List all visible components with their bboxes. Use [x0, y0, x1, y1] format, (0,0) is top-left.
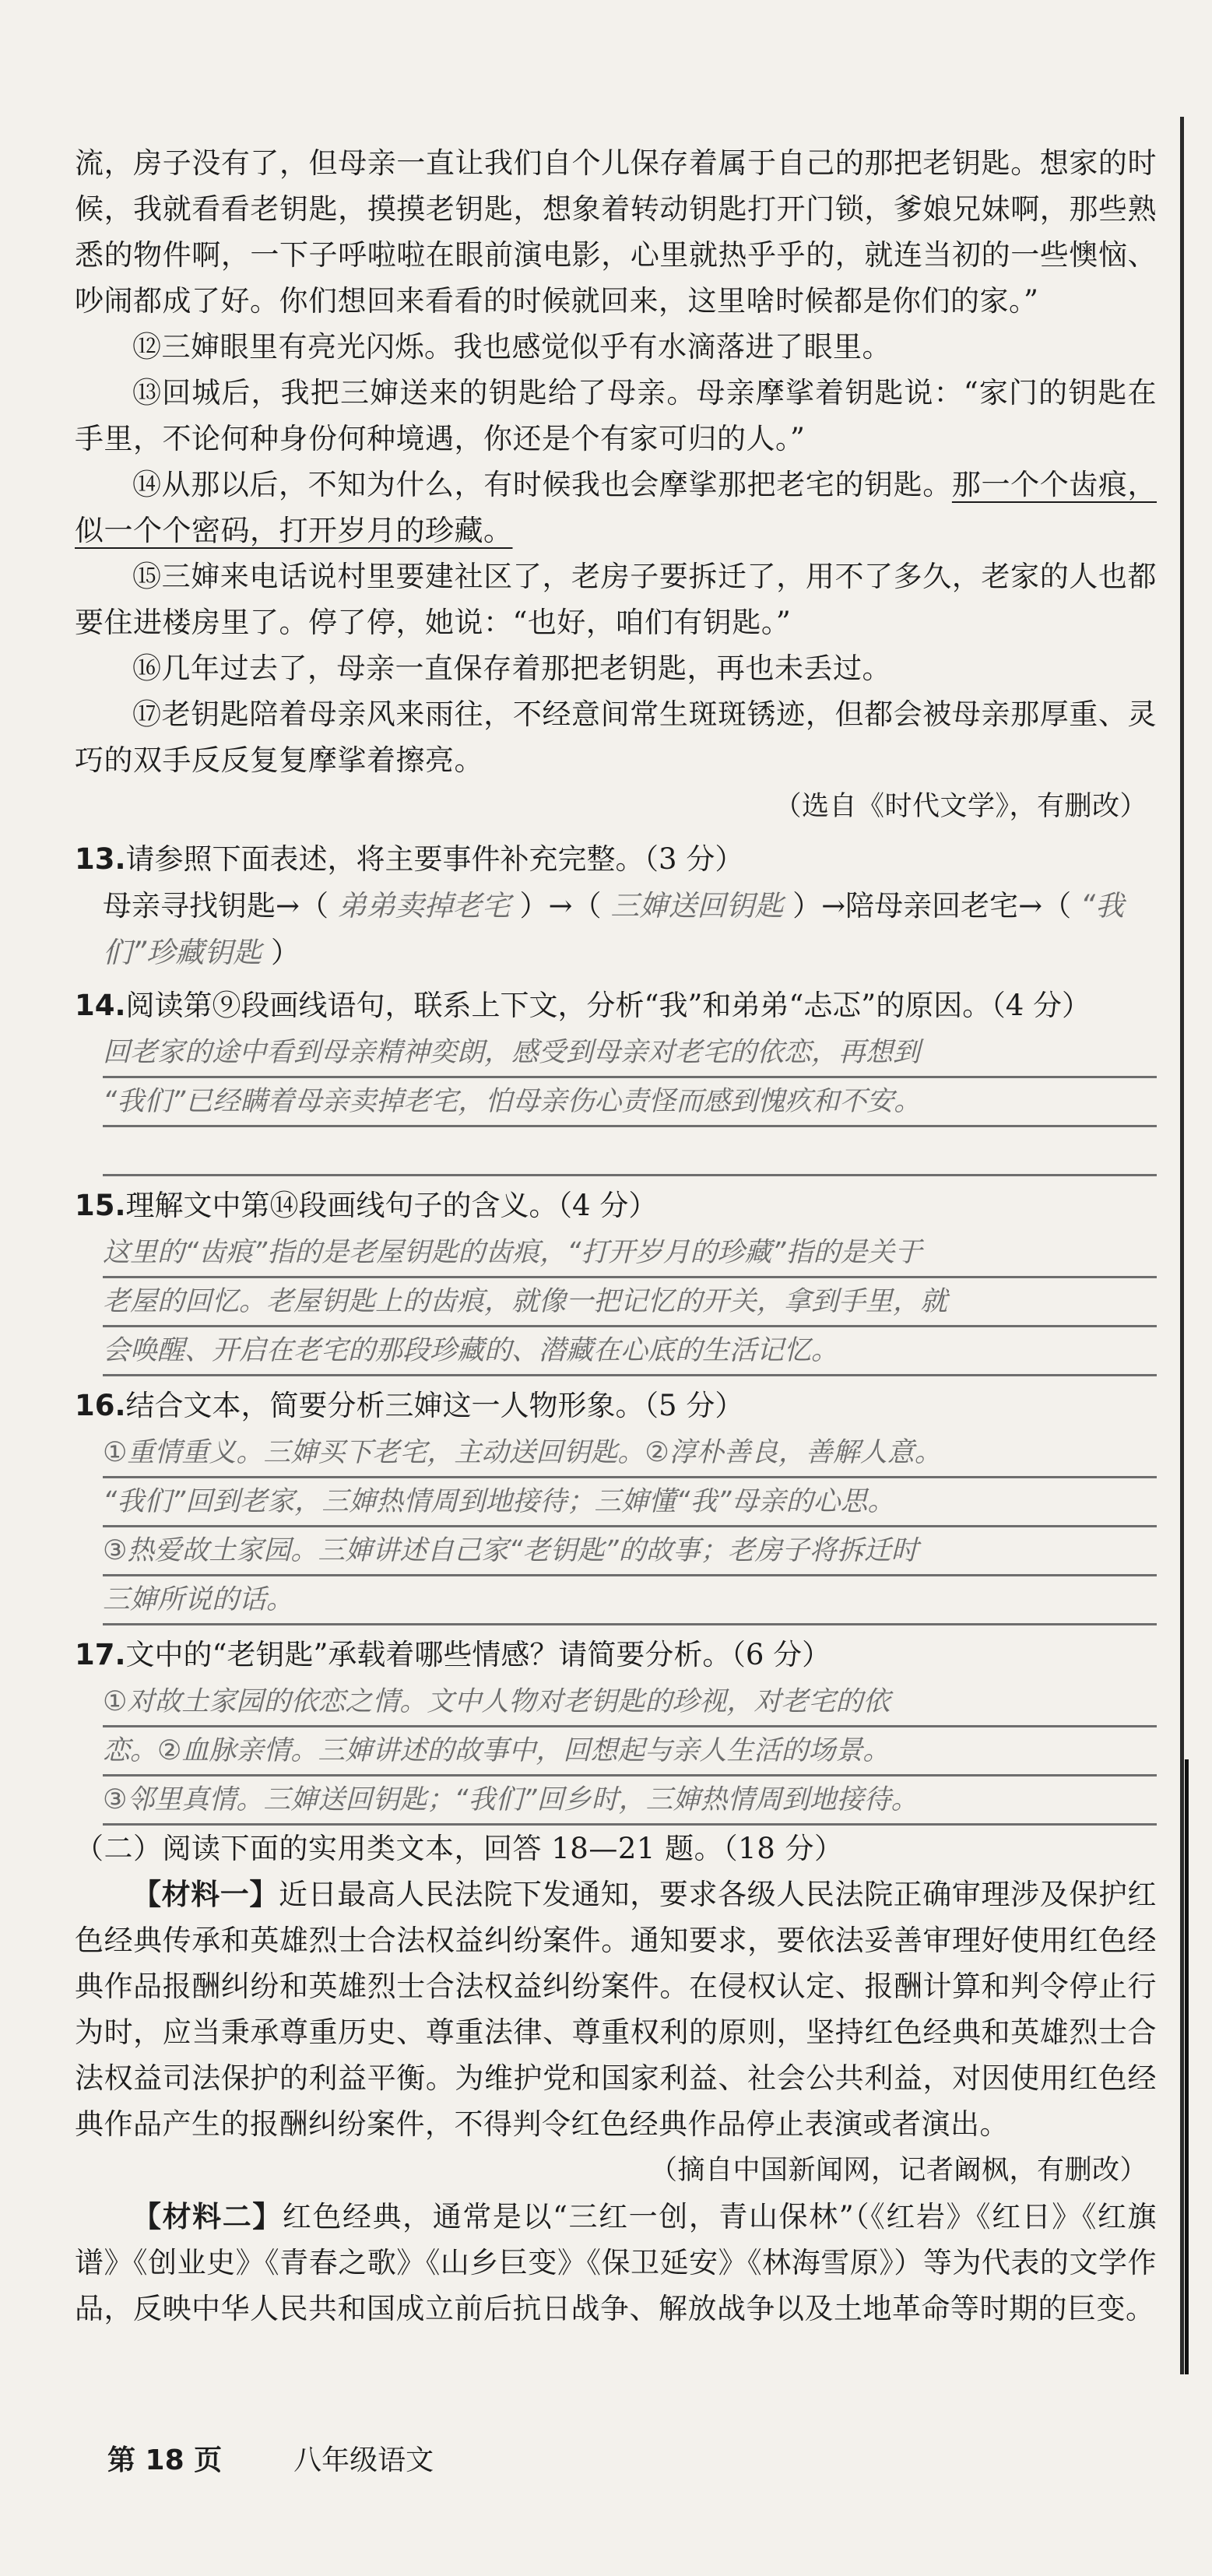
flow-text: ） — [270, 936, 300, 969]
answer-line: ③热爱故土家园。三婶讲述自己家“老钥匙”的故事；老房子将拆迁时 — [103, 1527, 1157, 1576]
answer-fill-1: 弟弟卖掉老宅 — [337, 889, 511, 923]
answer-line: ①对故土家园的依恋之情。文中人物对老钥匙的珍视，对老宅的依 — [103, 1678, 1157, 1727]
answer-line: “我们”回到老家，三婶热情周到地接待；三婶懂“我”母亲的心思。 — [103, 1478, 1157, 1527]
passage-paragraph-14 — [75, 462, 1157, 554]
blank-answer-line — [103, 1127, 1157, 1176]
material-2-text: 红色经典，通常是以“三红一创，青山保林”（《红岩》《红日》《红旗谱》《创业史》《青春之歌》《山乡巨变》《保卫延安》《林海雪原》）等为代表的文学作品，反映中华人民共和国成立前后抗日战争、解放战争以及土地革命等时期的巨变。 — [75, 2200, 1157, 2325]
question-number: 14. — [75, 989, 126, 1022]
question-text: 阅读第⑨段画线语句，联系上下文，分析“我”和弟弟“忐忑”的原因。（4 分） — [125, 989, 1091, 1022]
question-13 — [75, 836, 1157, 883]
question-15-answer — [75, 1229, 1157, 1376]
material-2-label: 【材料二】 — [132, 2199, 283, 2233]
answer-fill-3: “我们”珍藏钥匙 — [103, 889, 1125, 969]
question-16 — [75, 1383, 1157, 1429]
answer-line: ③邻里真情。三婶送回钥匙；“我们”回乡时，三婶热情周到地接待。 — [103, 1776, 1157, 1826]
answer-line: ①重情重义。三婶买下老宅，主动送回钥匙。②淳朴善良，善解人意。 — [103, 1429, 1157, 1478]
right-margin-rule — [1180, 117, 1184, 2374]
answer-line: 这里的“齿痕”指的是老屋钥匙的齿痕，“打开岁月的珍藏”指的是关于 — [103, 1229, 1157, 1278]
question-15 — [75, 1183, 1157, 1229]
page-footer — [107, 2438, 434, 2478]
question-17 — [75, 1632, 1157, 1678]
passage-paragraph-17: ⑰老钥匙陪着母亲风来雨往，不经意间常生斑斑锈迹，但都会被母亲那厚重、灵巧的双手反反复复摩挲着擦亮。 — [75, 698, 1157, 777]
page-content — [75, 140, 1157, 2332]
answer-line: “我们”已经瞒着母亲卖掉老宅，怕母亲伤心责怪而感到愧疚和不安。 — [103, 1078, 1157, 1127]
passage-paragraph-12: ⑫三婶眼里有亮光闪烁。我也感觉似乎有水滴落进了眼里。 — [132, 330, 891, 364]
answer-line: 老屋的回忆。老屋钥匙上的齿痕，就像一把记忆的开关，拿到手里，就 — [103, 1278, 1157, 1327]
paragraph-14-underlined-sentence: 那一个个齿痕，似一个个密码，打开岁月的珍藏。 — [75, 468, 1158, 547]
question-14 — [75, 982, 1157, 1029]
question-16-answer — [75, 1429, 1157, 1625]
question-17-answer — [75, 1678, 1157, 1826]
question-14-answer — [75, 1029, 1157, 1127]
material-1-text: 近日最高人民法院下发通知，要求各级人民法院正确审理涉及保护红色经典传承和英雄烈士合法权益纠纷案件。通知要求，要依法妥善审理好使用红色经典作品报酬纠纷和英雄烈士合法权益纠纷案件。在侵权认定、报酬计算和判令停止行为时，应当秉承尊重历史、尊重法律、尊重权利的原则，坚持红色经典和英雄烈士合法权益司法保护的利益平衡。为维护党和国家利益、社会公共利益，对因使用红色经典作品产生的报酬纠纷案件，不得判令红色经典作品停止表演或者演出。 — [75, 1878, 1157, 2141]
material-1-label: 【材料一】 — [132, 1877, 279, 1911]
paragraph-14-text: ⑭从那以后，不知为什么，有时候我也会摩挲那把老宅的钥匙。 — [132, 468, 952, 501]
flow-text: 母亲寻找钥匙→（ — [103, 889, 329, 923]
passage-source: （选自《时代文学》，有删改） — [774, 791, 1147, 822]
question-number: 15. — [75, 1189, 126, 1222]
question-text: 理解文中第⑭段画线句子的含义。（4 分） — [125, 1189, 658, 1222]
question-text: 结合文本，简要分析三婶这一人物形象。（5 分） — [125, 1389, 744, 1422]
question-number: 16. — [75, 1389, 126, 1422]
page-number: 第 18 页 — [107, 2444, 223, 2476]
right-margin-rule-bold — [1185, 1759, 1189, 2374]
section-2-heading: （二）阅读下面的实用类文本，回答 18—21 题。（18 分） — [75, 1832, 844, 1865]
passage-paragraph-15: ⑮三婶来电话说村里要建社区了，老房子要拆迁了，用不了多久，老家的人也都要住进楼房里了。停了停，她说：“也好，咱们有钥匙。” — [75, 560, 1157, 639]
material-2 — [75, 2194, 1157, 2332]
grade-subject: 八年级语文 — [293, 2444, 434, 2476]
answer-line: 恋。②血脉亲情。三婶讲述的故事中，回想起与亲人生活的场景。 — [103, 1727, 1157, 1776]
answer-fill-2: 三婶送回钥匙 — [610, 889, 784, 923]
question-text: 请参照下面表述，将主要事件补充完整。（3 分） — [125, 842, 744, 876]
question-number: 13. — [75, 842, 126, 876]
question-number: 17. — [75, 1638, 126, 1671]
answer-line: 三婶所说的话。 — [103, 1576, 1157, 1625]
passage-paragraph-16: ⑯几年过去了，母亲一直保存着那把老钥匙，再也未丢过。 — [132, 652, 891, 685]
passage-paragraph-13: ⑬回城后，我把三婶送来的钥匙给了母亲。母亲摩挲着钥匙说：“家门的钥匙在手里，不论何种身份何种境遇，你还是个有家可归的人。” — [75, 376, 1157, 455]
flow-text: ）→陪母亲回老宅→（ — [792, 889, 1072, 923]
passage-paragraph-11-end: 流，房子没有了，但母亲一直让我们自个儿保存着属于自己的那把老钥匙。想家的时候，我就看看老钥匙，摸摸老钥匙，想象着转动钥匙打开门锁，爹娘兄妹啊，那些熟悉的物件啊，一下子呼啦啦在眼前演电影，心里就热乎乎的，就连当初的一些懊恼、吵闹都成了好。你们想回来看看的时候就回来，这里啥时候都是你们的家。” — [75, 146, 1157, 318]
flow-text: ）→（ — [519, 889, 602, 923]
material-1 — [75, 1871, 1157, 2147]
question-text: 文中的“老钥匙”承载着哪些情感？请简要分析。（6 分） — [125, 1638, 831, 1671]
question-13-flow — [75, 883, 1157, 976]
answer-line: 会唤醒、开启在老宅的那段珍藏的、潜藏在心底的生活记忆。 — [103, 1327, 1157, 1376]
material-1-source: （摘自中国新闻网，记者阚枫，有删改） — [649, 2155, 1147, 2186]
answer-line: 回老家的途中看到母亲精神奕朗，感受到母亲对老宅的依恋，再想到 — [103, 1029, 1157, 1078]
